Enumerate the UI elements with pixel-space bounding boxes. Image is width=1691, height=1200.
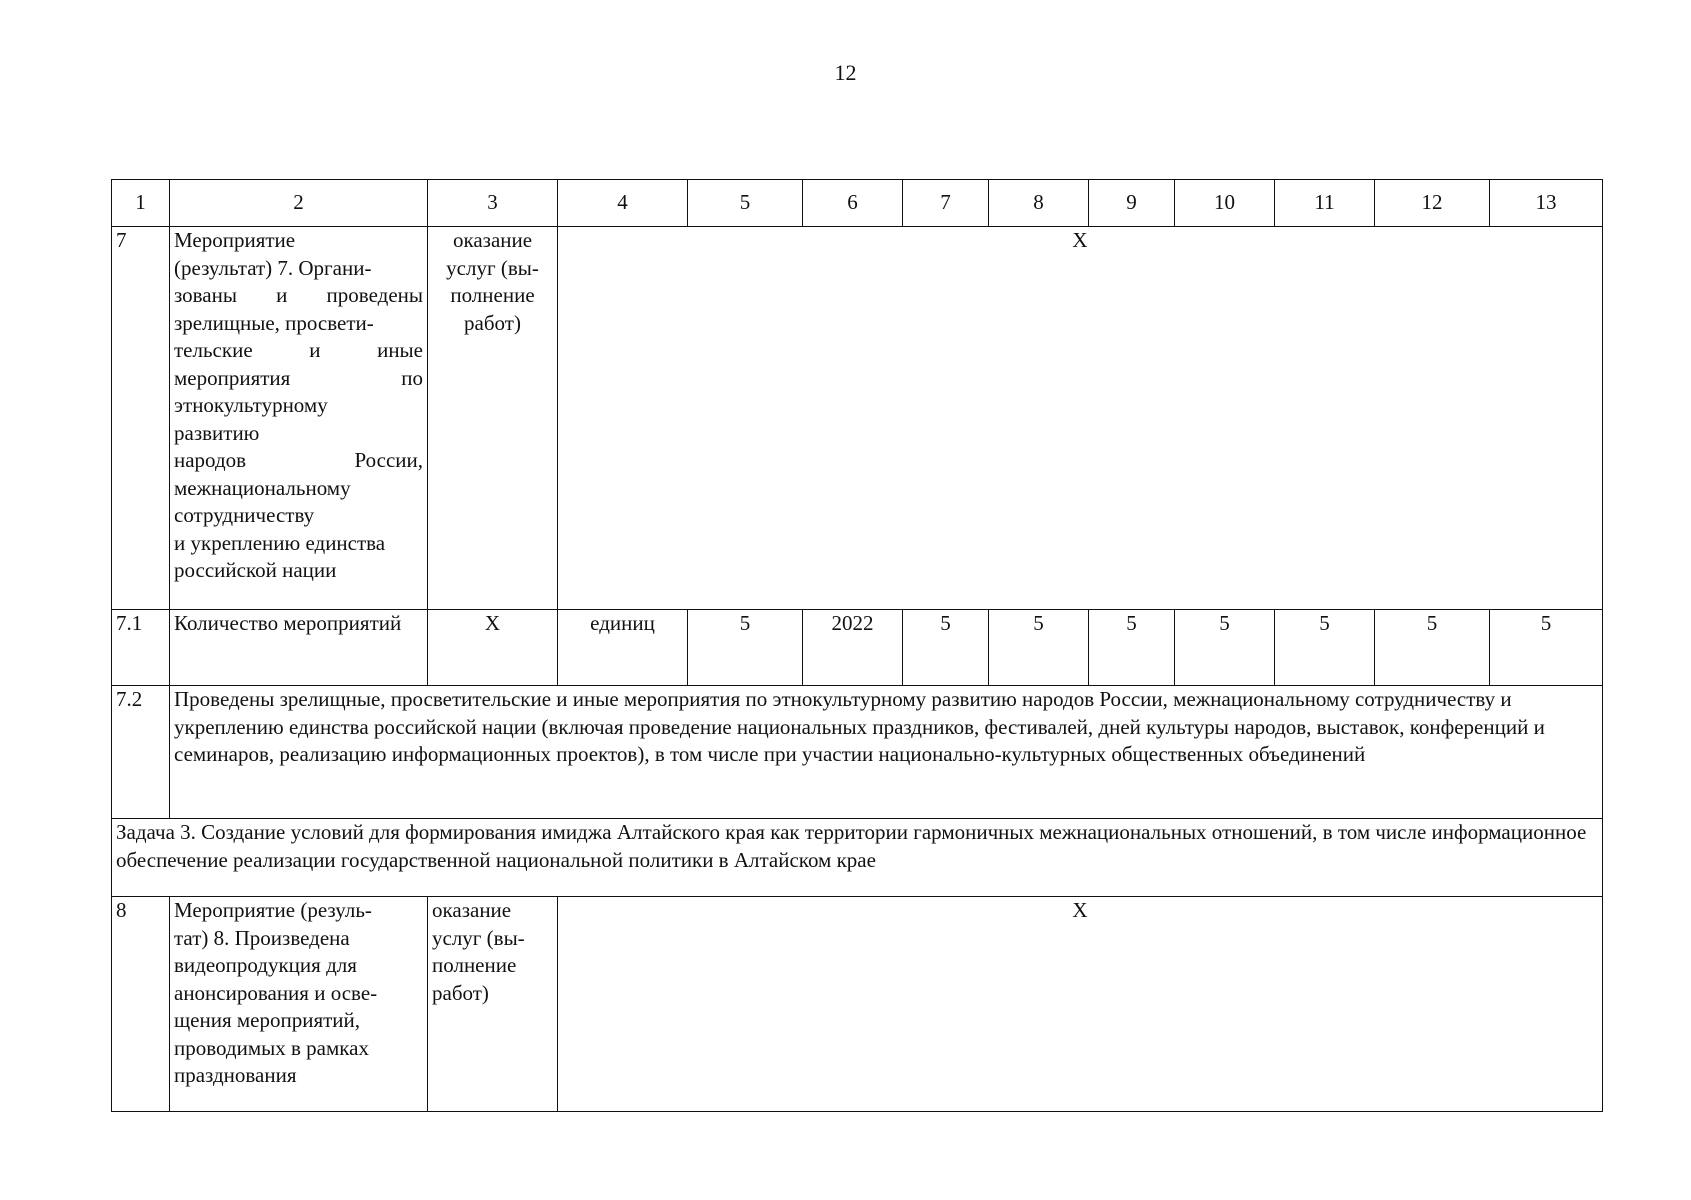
header-cell: 9 — [1089, 180, 1175, 227]
header-cell: 2 — [170, 180, 428, 227]
table-row-8 — [112, 897, 1603, 1112]
text-line: полнение — [432, 953, 517, 977]
header-cell: 12 — [1375, 180, 1490, 227]
text-line: проводимых в рамках — [174, 1035, 369, 1060]
table-header-row — [112, 180, 1603, 227]
text-line: зованы и проведены — [174, 283, 423, 307]
merged-x-cell: X — [558, 897, 1603, 1112]
text-line: работ) — [464, 310, 521, 335]
text-line: услуг (вы- — [432, 925, 525, 950]
text-line: этнокультурному — [174, 393, 328, 417]
col3-value: X — [428, 610, 558, 686]
merged-x-cell: X — [558, 227, 1603, 610]
text-line: работ) — [432, 980, 489, 1005]
text-line: межнациональному — [174, 475, 351, 500]
text-line: щения мероприятий, — [174, 1008, 361, 1032]
text-line: оказание — [432, 898, 512, 922]
text-line: российской нации — [174, 558, 337, 582]
unit-value: единиц — [558, 610, 688, 686]
row-number: 7 — [112, 227, 170, 610]
text-line: тельские и иные — [174, 338, 423, 362]
text-line: услуг (вы- — [446, 255, 539, 280]
header-cell: 4 — [558, 180, 688, 227]
result-description: Проведены зрелищные, просветительские и иные мероприятия по этнокультурному развитию народов России, межнациональному сотрудничеству и укреплению единства российской нации (включая проведение национальных праздников, фестивалей, дней культуры народов, выставок, конференций и семинаров, реализацию информационных проектов), в том числе при участии национально-культурных общественных объединений — [170, 686, 1603, 819]
text-line: и укреплению единства — [174, 530, 386, 555]
text-line: Мероприятие (резуль- — [174, 898, 372, 922]
task-row — [112, 819, 1603, 897]
year-value: 5 — [903, 610, 989, 686]
event-type-lines — [432, 897, 553, 1007]
text-line: тат) 8. Произведена — [174, 925, 350, 950]
header-cell: 10 — [1175, 180, 1275, 227]
table-row-7-1 — [112, 610, 1603, 686]
text-line: Мероприятие — [174, 228, 296, 252]
text-line: сотрудничеству — [174, 503, 315, 527]
year-value: 5 — [1089, 610, 1175, 686]
header-cell: 6 — [803, 180, 903, 227]
table-row-7-2 — [112, 686, 1603, 819]
header-cell: 3 — [428, 180, 558, 227]
year-value: 5 — [989, 610, 1089, 686]
text-line: празднования — [174, 1063, 297, 1087]
text-line: оказание — [452, 228, 533, 252]
table-row-7 — [112, 227, 1603, 610]
header-cell: 5 — [688, 180, 803, 227]
header-cell: 8 — [989, 180, 1089, 227]
text-line: полнение — [450, 283, 535, 307]
task-3-title: Задача 3. Создание условий для формирования имиджа Алтайского края как территории гармоничных межнациональных отношений, в том числе информационное обеспечение реализации государственной национальной политики в Алтайском крае — [112, 819, 1603, 897]
event-name — [170, 227, 428, 610]
text-line: народов России, — [174, 448, 423, 472]
indicator-name: Количество мероприятий — [170, 610, 428, 686]
year-value: 5 — [1175, 610, 1275, 686]
event-type — [428, 897, 558, 1112]
event-name-lines — [174, 897, 423, 1090]
text-line: зрелищные, просвети- — [174, 310, 374, 335]
year-value: 5 — [1275, 610, 1375, 686]
base-year: 2022 — [803, 610, 903, 686]
event-type — [428, 227, 558, 610]
event-name — [170, 897, 428, 1112]
year-value: 5 — [1490, 610, 1603, 686]
header-cell: 13 — [1490, 180, 1603, 227]
header-cell: 7 — [903, 180, 989, 227]
row-number: 7.1 — [112, 610, 170, 686]
row-number: 7.2 — [112, 686, 170, 819]
text-line: мероприятия по — [174, 365, 423, 390]
row-number: 8 — [112, 897, 170, 1112]
page-number: 12 — [834, 60, 857, 85]
event-name-lines — [174, 227, 423, 585]
event-type-lines — [432, 227, 553, 337]
header-cell: 1 — [112, 180, 170, 227]
base-value: 5 — [688, 610, 803, 686]
text-line: видеопродукция для — [174, 953, 357, 977]
text-line: развитию — [174, 420, 260, 445]
indicator-table — [111, 179, 1603, 1112]
year-value: 5 — [1375, 610, 1490, 686]
header-cell: 11 — [1275, 180, 1375, 227]
text-line: анонсирования и осве- — [174, 980, 378, 1005]
text-line: (результат) 7. Органи- — [174, 255, 372, 280]
